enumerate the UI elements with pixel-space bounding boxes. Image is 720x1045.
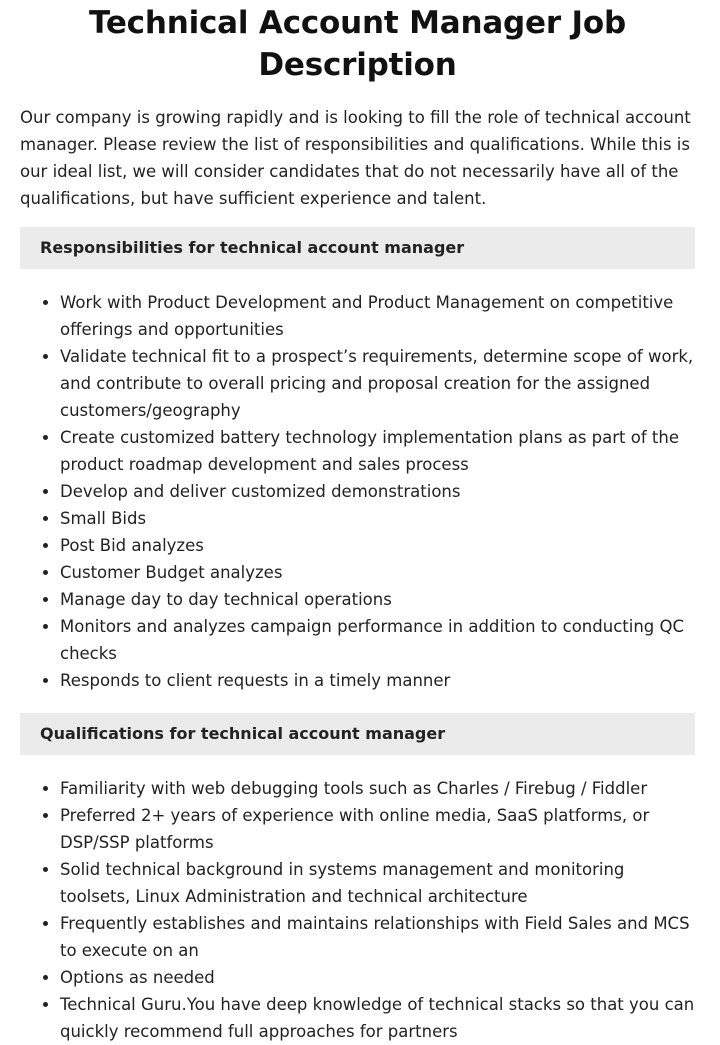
list-item: • Familiarity with web debugging tools such as Charles / Firebug / Fiddler: [60, 775, 695, 802]
list-item: • Monitors and analyzes campaign performance in addition to conducting QC checks: [60, 613, 695, 667]
list-item: • Small Bids: [60, 505, 695, 532]
list-item: • Develop and deliver customized demonstrations: [60, 478, 695, 505]
list-item: • Work with Product Development and Product Management on competitive offerings and opportunities: [60, 289, 695, 343]
list-item: • Manage day to day technical operations: [60, 586, 695, 613]
list-item: • Technical Guru.You have deep knowledge of technical stacks so that you can quickly recommend full approaches for partners: [60, 991, 695, 1045]
intro-paragraph: Our company is growing rapidly and is looking to fill the role of technical account manager. Please review the list of responsibilities and qualifications. While this is our ideal list, we will consider candidates that do not necessarily have all of the qualifications, but have sufficient experience and talent.: [20, 108, 691, 208]
qualifications-heading: Qualifications for technical account manager: [20, 713, 695, 755]
list-item: • Customer Budget analyzes: [60, 559, 695, 586]
list-item: • Post Bid analyzes: [60, 532, 695, 559]
qualifications-list: [20, 775, 695, 1045]
list-item: • Responds to client requests in a timely manner: [60, 667, 695, 694]
list-item: • Create customized battery technology implementation plans as part of the product roadmap development and sales process: [60, 424, 695, 478]
list-item: • Solid technical background in systems management and monitoring toolsets, Linux Administration and technical architecture: [60, 856, 695, 910]
list-item: • Options as needed: [60, 964, 695, 991]
list-item: • Validate technical fit to a prospect’s requirements, determine scope of work, and contribute to overall pricing and proposal creation for the assigned customers/geography: [60, 343, 695, 424]
responsibilities-list: [20, 289, 695, 694]
page-title: Technical Account Manager Job Description: [89, 5, 626, 83]
responsibilities-heading: Responsibilities for technical account manager: [20, 227, 695, 269]
list-item: • Frequently establishes and maintains relationships with Field Sales and MCS to execute on an: [60, 910, 695, 964]
list-item: • Preferred 2+ years of experience with online media, SaaS platforms, or DSP/SSP platforms: [60, 802, 695, 856]
